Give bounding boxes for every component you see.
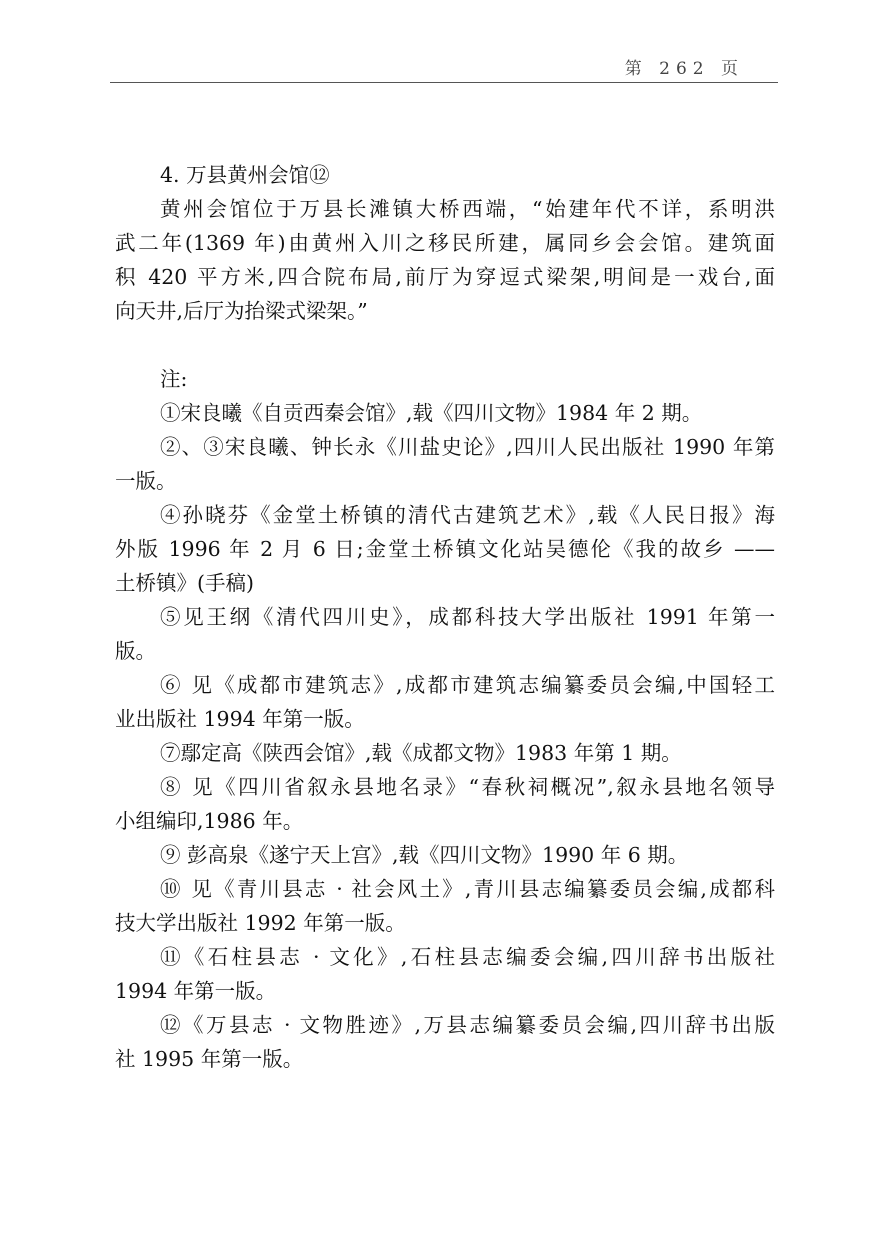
body-text-line: 武二年(1369 年)由黄州入川之移民所建，属同乡会会馆。建筑面	[115, 231, 775, 255]
footnote-line: ⑪《石柱县志 · 文化》,石柱县志编委会编,四川辞书出版社	[160, 945, 775, 969]
footnote-line: ⑥ 见《成都市建筑志》,成都市建筑志编纂委员会编,中国轻工	[160, 673, 775, 697]
footnote-line: 小组编印,1986 年。	[115, 809, 304, 833]
page-number: 第 262 页	[624, 59, 744, 79]
footnote-line: ⑫《万县志 · 文物胜迹》,万县志编纂委员会编,四川辞书出版	[160, 1013, 775, 1037]
body-text-line: 向天井,后厅为抬梁式梁架。”	[115, 299, 368, 323]
footnote-line: 土桥镇》(手稿)	[115, 571, 254, 595]
footnote-line: 外版 1996 年 2 月 6 日;金堂土桥镇文化站吴德伦《我的故乡 ——	[115, 537, 775, 561]
footnote-line: 技大学出版社 1992 年第一版。	[115, 911, 406, 935]
footnote-line: 社 1995 年第一版。	[115, 1047, 304, 1071]
footnote-line: ①宋良曦《自贡西秦会馆》,载《四川文物》1984 年 2 期。	[160, 401, 703, 425]
footnote-line: ⑦鄢定高《陕西会馆》,载《成都文物》1983 年第 1 期。	[160, 741, 682, 765]
page-header	[110, 40, 778, 83]
page-content	[115, 158, 775, 1076]
footnote-line: ⑩ 见《青川县志 · 社会风土》,青川县志编纂委员会编,成都科	[160, 877, 775, 901]
footnote-line: ⑨ 彭高泉《遂宁天上宫》,载《四川文物》1990 年 6 期。	[160, 843, 689, 867]
notes-label: 注:	[160, 367, 188, 391]
footnote-line: 业出版社 1994 年第一版。	[115, 707, 365, 731]
body-text-line: 黄州会馆位于万县长滩镇大桥西端，“始建年代不详，系明洪	[160, 197, 775, 221]
body-text-line: 积 420 平方米,四合院布局,前厅为穿逗式梁架,明间是一戏台,面	[115, 265, 775, 289]
footnote-line: ⑤见王纲《清代四川史》，成都科技大学出版社 1991 年第一	[160, 605, 775, 629]
footnote-line: 一版。	[115, 469, 177, 493]
footnote-line: ④孙晓芬《金堂土桥镇的清代古建筑艺术》,载《人民日报》海	[160, 503, 775, 527]
section-heading: 4. 万县黄州会馆⑫	[160, 163, 330, 187]
footnote-line: 版。	[115, 639, 156, 663]
section-gap	[115, 328, 775, 362]
footnote-line: ⑧ 见《四川省叙永县地名录》“春秋祠概况”,叙永县地名领导	[160, 775, 775, 799]
footnote-line: 1994 年第一版。	[115, 979, 277, 1003]
footnote-line: ②、③宋良曦、钟长永《川盐史论》,四川人民出版社 1990 年第	[160, 435, 775, 459]
